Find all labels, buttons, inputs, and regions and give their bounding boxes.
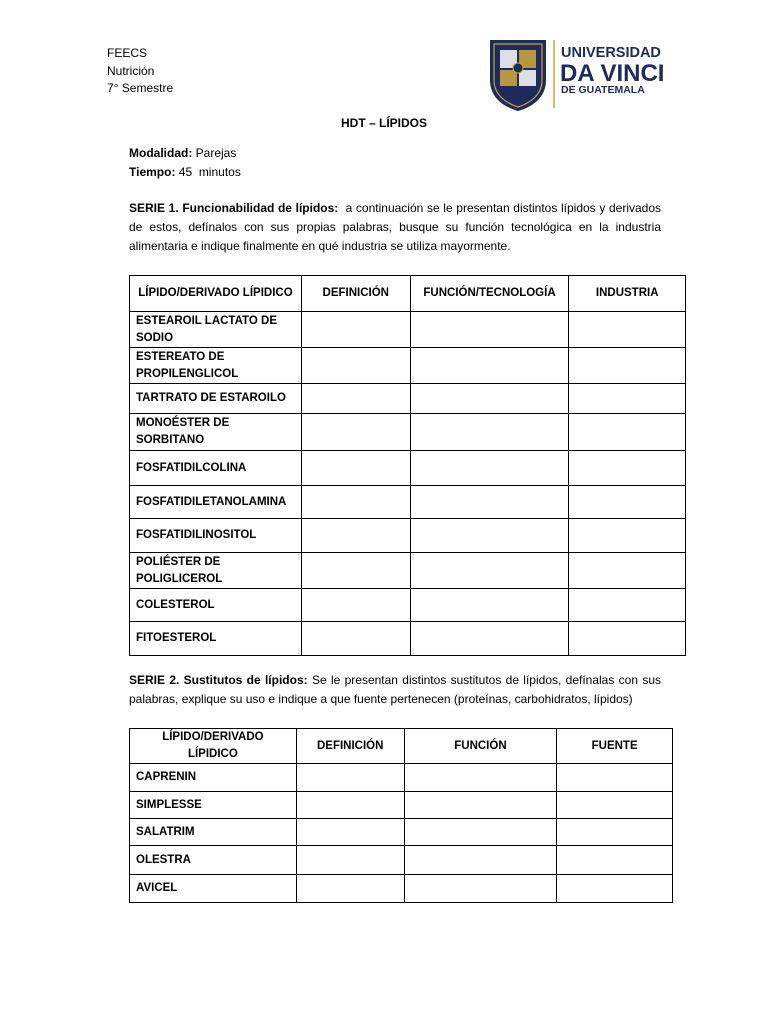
table-row	[130, 792, 673, 819]
answer-cell[interactable]	[301, 384, 410, 414]
row-label: SIMPLESSE	[130, 792, 297, 819]
answer-cell[interactable]	[569, 451, 686, 486]
table-row	[130, 451, 686, 486]
logo-line-2: DA VINCI	[560, 60, 664, 87]
table-row	[130, 764, 673, 792]
answer-cell[interactable]	[569, 486, 686, 519]
answer-cell[interactable]	[410, 519, 569, 553]
serie2-text: Se le presentan distintos sustitutos de lípidos, defínalas con sus palabras, explique su uso e indique a que fuente pertenecen (proteínas, carbohidratos, lípidos)	[129, 673, 662, 706]
row-label: ESTEAROIL LACTATO DE SODIO	[130, 312, 302, 348]
answer-cell[interactable]	[301, 589, 410, 622]
row-label: AVICEL	[130, 875, 297, 903]
answer-cell[interactable]	[569, 519, 686, 553]
serie2-table	[129, 728, 673, 903]
row-label: FOSFATIDILETANOLAMINA	[130, 486, 302, 519]
table-row	[130, 875, 673, 903]
logo-line-3: DE GUATEMALA	[561, 84, 645, 96]
row-label: CAPRENIN	[130, 764, 297, 792]
answer-cell[interactable]	[557, 819, 673, 846]
answer-cell[interactable]	[301, 553, 410, 589]
answer-cell[interactable]	[569, 589, 686, 622]
answer-cell[interactable]	[404, 846, 557, 875]
program-label: Nutrición	[107, 63, 155, 78]
table-row	[130, 589, 686, 622]
serie1-instructions	[129, 199, 661, 256]
answer-cell[interactable]	[557, 792, 673, 819]
answer-cell[interactable]	[296, 846, 404, 875]
answer-cell[interactable]	[296, 875, 404, 903]
answer-cell[interactable]	[410, 622, 569, 656]
answer-cell[interactable]	[557, 875, 673, 903]
tiempo-line	[129, 163, 241, 182]
answer-cell[interactable]	[569, 312, 686, 348]
answer-cell[interactable]	[296, 819, 404, 846]
table-row	[130, 819, 673, 846]
row-label: COLESTEROL	[130, 589, 302, 622]
row-label: TARTRATO DE ESTAROILO	[130, 384, 302, 414]
faculty-label: FEECS	[107, 46, 148, 60]
modalidad-line	[129, 144, 241, 163]
answer-cell[interactable]	[404, 819, 557, 846]
row-label: FOSFATIDILINOSITOL	[130, 519, 302, 553]
column-header: DEFINICIÓN	[301, 276, 410, 312]
serie1-text: a continuación se le presentan distintos lípidos y derivados de estos, defínalos con sus propias palabras, busque su función tecnológica en la industria alimentaria e indique finalmente en qué industria se utiliza mayormente.	[129, 201, 662, 253]
column-header: FUNCIÓN/TECNOLOGÍA	[410, 276, 569, 312]
row-label: SALATRIM	[130, 819, 297, 846]
row-label: POLIÉSTER DE POLIGLICEROL	[130, 553, 302, 589]
answer-cell[interactable]	[557, 846, 673, 875]
table-row	[130, 553, 686, 589]
answer-cell[interactable]	[301, 486, 410, 519]
row-label: ESTEREATO DE PROPILENGLICOL	[130, 348, 302, 384]
serie1-table	[129, 275, 686, 656]
answer-cell[interactable]	[301, 519, 410, 553]
logo-line-1: UNIVERSIDAD	[561, 45, 661, 61]
modalidad-value: Parejas	[195, 146, 237, 160]
tiempo-value: 45 minutos	[178, 165, 241, 179]
answer-cell[interactable]	[301, 348, 410, 384]
column-header: FUENTE	[557, 729, 673, 764]
row-label: MONOÉSTER DE SORBITANO	[130, 414, 302, 451]
serie1-heading: SERIE 1. Funcionabilidad de lípidos:	[129, 201, 339, 215]
answer-cell[interactable]	[569, 622, 686, 656]
tiempo-label: Tiempo:	[129, 165, 176, 179]
answer-cell[interactable]	[404, 764, 557, 792]
column-header: LÍPIDO/DERIVADO LÍPIDICO	[130, 729, 297, 764]
answer-cell[interactable]	[301, 622, 410, 656]
answer-cell[interactable]	[410, 312, 569, 348]
university-crest-icon	[490, 40, 546, 111]
table-row	[130, 486, 686, 519]
answer-cell[interactable]	[410, 348, 569, 384]
course-info	[107, 45, 173, 98]
answer-cell[interactable]	[296, 764, 404, 792]
serie2-instructions	[129, 671, 661, 709]
table-row	[130, 384, 686, 414]
table-row	[130, 519, 686, 553]
semester-label: 7° Semestre	[107, 81, 174, 95]
answer-cell[interactable]	[410, 486, 569, 519]
assignment-meta	[129, 144, 241, 182]
answer-cell[interactable]	[301, 451, 410, 486]
answer-cell[interactable]	[569, 348, 686, 384]
university-logo	[488, 36, 664, 112]
row-label: OLESTRA	[130, 846, 297, 875]
answer-cell[interactable]	[569, 553, 686, 589]
answer-cell[interactable]	[410, 414, 569, 451]
answer-cell[interactable]	[404, 792, 557, 819]
answer-cell[interactable]	[301, 414, 410, 451]
answer-cell[interactable]	[410, 553, 569, 589]
answer-cell[interactable]	[404, 875, 557, 903]
page-title: HDT – LÍPIDOS	[340, 116, 427, 130]
answer-cell[interactable]	[410, 384, 569, 414]
column-header: DEFINICIÓN	[296, 729, 404, 764]
table-row	[130, 846, 673, 875]
answer-cell[interactable]	[569, 384, 686, 414]
answer-cell[interactable]	[569, 414, 686, 451]
table-row	[130, 312, 686, 348]
table-row	[130, 348, 686, 384]
column-header: FUNCIÓN	[404, 729, 557, 764]
answer-cell[interactable]	[296, 792, 404, 819]
table-row	[130, 622, 686, 656]
answer-cell[interactable]	[301, 312, 410, 348]
answer-cell[interactable]	[557, 764, 673, 792]
answer-cell[interactable]	[410, 451, 569, 486]
column-header: LÍPIDO/DERIVADO LÍPIDICO	[130, 276, 302, 312]
modalidad-label: Modalidad:	[129, 146, 193, 160]
table-row	[130, 414, 686, 451]
column-header: INDUSTRIA	[569, 276, 686, 312]
answer-cell[interactable]	[410, 589, 569, 622]
serie2-heading: SERIE 2. Sustitutos de lípidos:	[129, 673, 308, 687]
row-label: FITOESTEROL	[130, 622, 302, 656]
row-label: FOSFATIDILCOLINA	[130, 451, 302, 486]
